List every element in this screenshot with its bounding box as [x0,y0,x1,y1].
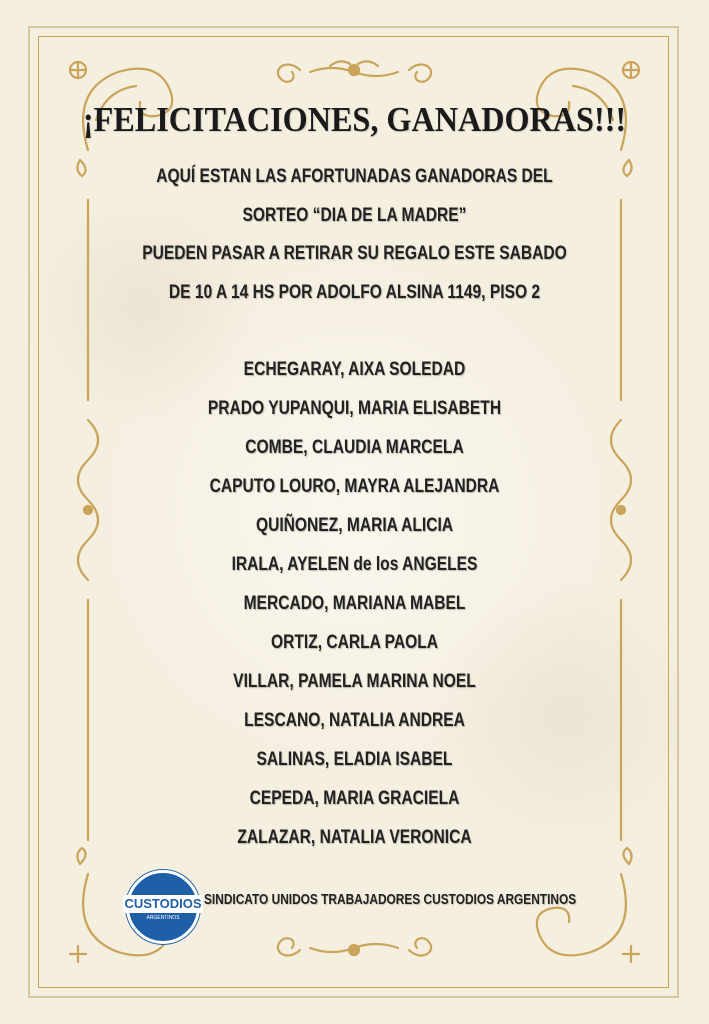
winner-name: QUIÑONEZ, MARIA ALICIA [255,515,454,536]
winner-name: SALINAS, ELADIA ISABEL [256,749,453,770]
organization-name: SINDICATO UNIDOS TRABAJADORES CUSTODIOS ARGENTINOS [204,892,577,908]
intro-line: AQUÍ ESTAN LAS AFORTUNADAS GANADORAS DEL [156,166,553,187]
intro-line: PUEDEN PASAR A RETIRAR SU REGALO ESTE SABADO [142,243,567,264]
custodios-logo [126,870,200,944]
intro-line: DE 10 A 14 HS POR ADOLFO ALSINA 1149, PISO 2 [168,281,541,303]
winner-name: ORTIZ, CARLA PAOLA [270,632,439,653]
winner-name: ECHEGARAY, AIXA SOLEDAD [243,359,466,380]
winner-name: COMBE, CLAUDIA MARCELA [245,437,464,458]
winner-name: VILLAR, PAMELA MARINA NOEL [233,671,476,692]
winner-name: CAPUTO LOURO, MAYRA ALEJANDRA [209,476,500,497]
logo-subtext: ARGENTINOS [146,915,180,921]
winner-name: MERCADO, MARIANA MABEL [243,593,466,614]
winner-name: IRALA, AYELEN de los ANGELES [231,554,478,575]
winners-list [0,350,709,857]
winner-name: PRADO YUPANQUI, MARIA ELISABETH [207,398,502,419]
logo-text: CUSTODIOS [124,896,202,911]
intro-line: SORTEO “DIA DE LA MADRE” [242,204,467,226]
page-title: ¡FELICITACIONES, GANADORAS!!! [82,100,627,139]
intro-text [0,158,709,312]
winner-name: LESCANO, NATALIA ANDREA [244,710,465,731]
bottom-center-scroll-ornament [278,938,431,955]
footer [126,870,606,940]
winner-name: ZALAZAR, NATALIA VERONICA [237,827,472,848]
top-center-scroll-ornament [278,61,431,81]
winner-name: CEPEDA, MARIA GRACIELA [249,788,460,809]
